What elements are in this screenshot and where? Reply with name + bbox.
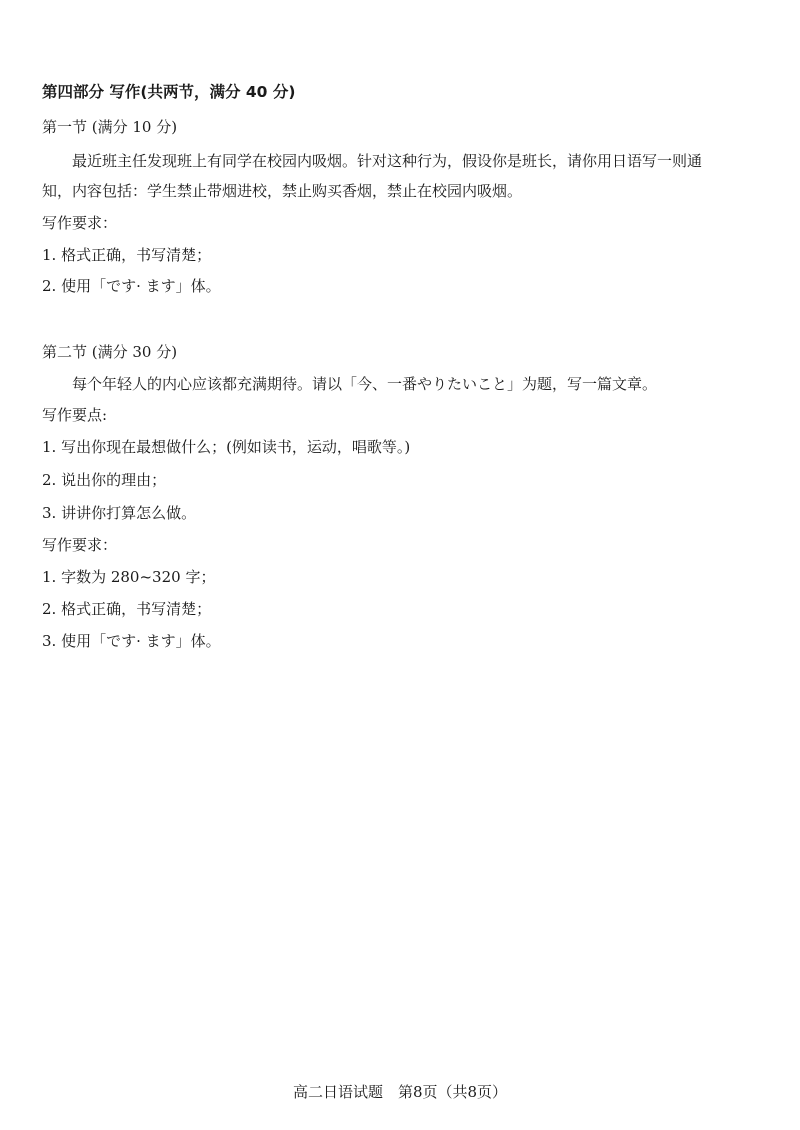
section2-point-item: 1. 写出你现在最想做什么；(例如读书，运动，唱歌等。) [42, 438, 411, 456]
section1-requirement-item: 1. 格式正确，书写清楚； [42, 246, 212, 264]
section2-prompt-line1: 每个年轻人的内心应该都充满期待。请以「今、一番やりたいこと」为题，写一篇文章。 [72, 375, 658, 393]
section2-requirement-item: 2. 格式正确，书写清楚； [42, 600, 212, 618]
section2-requirement-item: 3. 使用「です· ます」体。 [42, 632, 221, 650]
section1-title: 第一节 (满分 10 分) [42, 118, 178, 136]
section2-title: 第二节 (满分 30 分) [42, 343, 178, 361]
section2-requirement-item: 1. 字数为 280~320 字； [42, 568, 216, 586]
page-footer: 高二日语试题 第8页（共8页） [292, 1083, 508, 1101]
part-heading: 第四部分 写作(共两节，满分 40 分) [42, 83, 296, 101]
section2-point-item: 3. 讲讲你打算怎么做。 [42, 504, 197, 522]
section1-requirements-label: 写作要求： [42, 214, 118, 232]
section2-requirements-label: 写作要求： [42, 536, 118, 554]
section1-requirement-item: 2. 使用「です· ます」体。 [42, 277, 221, 295]
section2-points-label: 写作要点: [42, 406, 108, 424]
section1-prompt-line1: 最近班主任发现班上有同学在校园内吸烟。针对这种行为，假设你是班长，请你用日语写一则通 [72, 152, 703, 170]
section1-prompt-line2: 知，内容包括：学生禁止带烟进校，禁止购买香烟，禁止在校园内吸烟。 [42, 182, 523, 200]
section2-point-item: 2. 说出你的理由； [42, 471, 167, 489]
